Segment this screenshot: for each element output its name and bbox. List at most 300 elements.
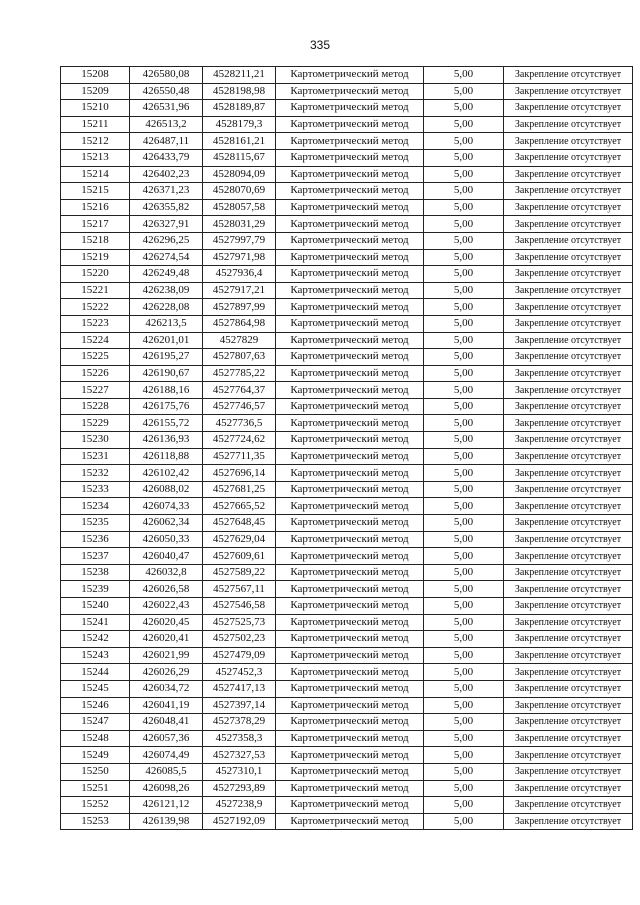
x-coordinate-cell: 426355,82 [130, 199, 203, 216]
point-number-cell: 15221 [61, 282, 130, 299]
point-number-cell: 15249 [61, 747, 130, 764]
accuracy-cell: 5,00 [424, 714, 504, 731]
fixation-cell: Закрепление отсутствует [504, 647, 633, 664]
x-coordinate-cell: 426433,79 [130, 149, 203, 166]
table-row [61, 299, 633, 316]
table-row [61, 67, 633, 84]
method-cell: Картометрический метод [276, 780, 424, 797]
x-coordinate-cell: 426040,47 [130, 548, 203, 565]
y-coordinate-cell: 4527327,53 [203, 747, 276, 764]
accuracy-cell: 5,00 [424, 199, 504, 216]
fixation-cell: Закрепление отсутствует [504, 315, 633, 332]
table-row [61, 398, 633, 415]
x-coordinate-cell: 426296,25 [130, 232, 203, 249]
table-row [61, 631, 633, 648]
point-number-cell: 15224 [61, 332, 130, 349]
accuracy-cell: 5,00 [424, 614, 504, 631]
y-coordinate-cell: 4528057,58 [203, 199, 276, 216]
point-number-cell: 15231 [61, 448, 130, 465]
fixation-cell: Закрепление отсутствует [504, 448, 633, 465]
y-coordinate-cell: 4528211,21 [203, 67, 276, 84]
accuracy-cell: 5,00 [424, 813, 504, 830]
y-coordinate-cell: 4527609,61 [203, 548, 276, 565]
point-number-cell: 15237 [61, 548, 130, 565]
accuracy-cell: 5,00 [424, 315, 504, 332]
x-coordinate-cell: 426213,5 [130, 315, 203, 332]
accuracy-cell: 5,00 [424, 730, 504, 747]
y-coordinate-cell: 4527192,09 [203, 813, 276, 830]
method-cell: Картометрический метод [276, 83, 424, 100]
table-row [61, 730, 633, 747]
method-cell: Картометрический метод [276, 249, 424, 266]
method-cell: Картометрический метод [276, 598, 424, 615]
y-coordinate-cell: 4527546,58 [203, 598, 276, 615]
accuracy-cell: 5,00 [424, 747, 504, 764]
page-number: 335 [309, 38, 331, 52]
fixation-cell: Закрепление отсутствует [504, 813, 633, 830]
x-coordinate-cell: 426026,58 [130, 581, 203, 598]
fixation-cell: Закрепление отсутствует [504, 299, 633, 316]
y-coordinate-cell: 4527997,79 [203, 232, 276, 249]
point-number-cell: 15209 [61, 83, 130, 100]
fixation-cell: Закрепление отсутствует [504, 67, 633, 84]
y-coordinate-cell: 4528198,98 [203, 83, 276, 100]
fixation-cell: Закрепление отсутствует [504, 697, 633, 714]
method-cell: Картометрический метод [276, 166, 424, 183]
x-coordinate-cell: 426327,91 [130, 216, 203, 233]
y-coordinate-cell: 4527397,14 [203, 697, 276, 714]
fixation-cell: Закрепление отсутствует [504, 183, 633, 200]
accuracy-cell: 5,00 [424, 349, 504, 366]
accuracy-cell: 5,00 [424, 631, 504, 648]
method-cell: Картометрический метод [276, 315, 424, 332]
accuracy-cell: 5,00 [424, 697, 504, 714]
method-cell: Картометрический метод [276, 481, 424, 498]
fixation-cell: Закрепление отсутствует [504, 465, 633, 482]
method-cell: Картометрический метод [276, 813, 424, 830]
table-row [61, 465, 633, 482]
y-coordinate-cell: 4527417,13 [203, 680, 276, 697]
point-number-cell: 15234 [61, 498, 130, 515]
table-row [61, 282, 633, 299]
y-coordinate-cell: 4527629,04 [203, 531, 276, 548]
fixation-cell: Закрепление отсутствует [504, 398, 633, 415]
x-coordinate-cell: 426580,08 [130, 67, 203, 84]
x-coordinate-cell: 426062,34 [130, 515, 203, 532]
fixation-cell: Закрепление отсутствует [504, 266, 633, 283]
point-number-cell: 15233 [61, 481, 130, 498]
point-number-cell: 15235 [61, 515, 130, 532]
method-cell: Картометрический метод [276, 797, 424, 814]
accuracy-cell: 5,00 [424, 680, 504, 697]
point-number-cell: 15220 [61, 266, 130, 283]
method-cell: Картометрический метод [276, 581, 424, 598]
accuracy-cell: 5,00 [424, 116, 504, 133]
accuracy-cell: 5,00 [424, 232, 504, 249]
y-coordinate-cell: 4527724,62 [203, 432, 276, 449]
table-row [61, 481, 633, 498]
accuracy-cell: 5,00 [424, 531, 504, 548]
y-coordinate-cell: 4527936,4 [203, 266, 276, 283]
x-coordinate-cell: 426020,45 [130, 614, 203, 631]
table-row [61, 116, 633, 133]
point-number-cell: 15213 [61, 149, 130, 166]
method-cell: Картометрический метод [276, 763, 424, 780]
accuracy-cell: 5,00 [424, 83, 504, 100]
table-row [61, 564, 633, 581]
method-cell: Картометрический метод [276, 498, 424, 515]
x-coordinate-cell: 426026,29 [130, 664, 203, 681]
x-coordinate-cell: 426074,33 [130, 498, 203, 515]
table-row [61, 216, 633, 233]
fixation-cell: Закрепление отсутствует [504, 116, 633, 133]
y-coordinate-cell: 4527567,11 [203, 581, 276, 598]
x-coordinate-cell: 426085,5 [130, 763, 203, 780]
y-coordinate-cell: 4527238,9 [203, 797, 276, 814]
method-cell: Картометрический метод [276, 332, 424, 349]
x-coordinate-cell: 426487,11 [130, 133, 203, 150]
fixation-cell: Закрепление отсутствует [504, 415, 633, 432]
point-number-cell: 15251 [61, 780, 130, 797]
y-coordinate-cell: 4527807,63 [203, 349, 276, 366]
fixation-cell: Закрепление отсутствует [504, 332, 633, 349]
point-number-cell: 15239 [61, 581, 130, 598]
fixation-cell: Закрепление отсутствует [504, 531, 633, 548]
method-cell: Картометрический метод [276, 232, 424, 249]
table-row [61, 415, 633, 432]
y-coordinate-cell: 4527696,14 [203, 465, 276, 482]
accuracy-cell: 5,00 [424, 133, 504, 150]
fixation-cell: Закрепление отсутствует [504, 714, 633, 731]
accuracy-cell: 5,00 [424, 149, 504, 166]
fixation-cell: Закрепление отсутствует [504, 564, 633, 581]
x-coordinate-cell: 426550,48 [130, 83, 203, 100]
x-coordinate-cell: 426041,19 [130, 697, 203, 714]
accuracy-cell: 5,00 [424, 664, 504, 681]
accuracy-cell: 5,00 [424, 282, 504, 299]
table-row [61, 100, 633, 117]
point-number-cell: 15240 [61, 598, 130, 615]
x-coordinate-cell: 426034,72 [130, 680, 203, 697]
coordinates-table [60, 66, 633, 830]
method-cell: Картометрический метод [276, 548, 424, 565]
method-cell: Картометрический метод [276, 133, 424, 150]
method-cell: Картометрический метод [276, 564, 424, 581]
table-row [61, 166, 633, 183]
table-row [61, 515, 633, 532]
y-coordinate-cell: 4527378,29 [203, 714, 276, 731]
x-coordinate-cell: 426274,54 [130, 249, 203, 266]
table-row [61, 813, 633, 830]
method-cell: Картометрический метод [276, 415, 424, 432]
table-row [61, 315, 633, 332]
point-number-cell: 15250 [61, 763, 130, 780]
point-number-cell: 15210 [61, 100, 130, 117]
fixation-cell: Закрепление отсутствует [504, 498, 633, 515]
table-row [61, 763, 633, 780]
fixation-cell: Закрепление отсутствует [504, 249, 633, 266]
table-row [61, 797, 633, 814]
fixation-cell: Закрепление отсутствует [504, 481, 633, 498]
accuracy-cell: 5,00 [424, 415, 504, 432]
table-row [61, 232, 633, 249]
accuracy-cell: 5,00 [424, 332, 504, 349]
method-cell: Картометрический метод [276, 116, 424, 133]
x-coordinate-cell: 426121,12 [130, 797, 203, 814]
method-cell: Картометрический метод [276, 432, 424, 449]
y-coordinate-cell: 4527764,37 [203, 382, 276, 399]
accuracy-cell: 5,00 [424, 183, 504, 200]
method-cell: Картометрический метод [276, 183, 424, 200]
point-number-cell: 15247 [61, 714, 130, 731]
y-coordinate-cell: 4527665,52 [203, 498, 276, 515]
x-coordinate-cell: 426175,76 [130, 398, 203, 415]
table-row [61, 581, 633, 598]
accuracy-cell: 5,00 [424, 365, 504, 382]
method-cell: Картометрический метод [276, 680, 424, 697]
method-cell: Картометрический метод [276, 664, 424, 681]
table-row [61, 382, 633, 399]
method-cell: Картометрический метод [276, 149, 424, 166]
accuracy-cell: 5,00 [424, 266, 504, 283]
fixation-cell: Закрепление отсутствует [504, 763, 633, 780]
fixation-cell: Закрепление отсутствует [504, 581, 633, 598]
point-number-cell: 15248 [61, 730, 130, 747]
table-row [61, 747, 633, 764]
method-cell: Картометрический метод [276, 515, 424, 532]
x-coordinate-cell: 426228,08 [130, 299, 203, 316]
table-row [61, 133, 633, 150]
table-row [61, 697, 633, 714]
fixation-cell: Закрепление отсутствует [504, 680, 633, 697]
point-number-cell: 15212 [61, 133, 130, 150]
method-cell: Картометрический метод [276, 266, 424, 283]
point-number-cell: 15214 [61, 166, 130, 183]
fixation-cell: Закрепление отсутствует [504, 664, 633, 681]
x-coordinate-cell: 426190,67 [130, 365, 203, 382]
point-number-cell: 15232 [61, 465, 130, 482]
table-row [61, 349, 633, 366]
table-row [61, 332, 633, 349]
y-coordinate-cell: 4527829 [203, 332, 276, 349]
point-number-cell: 15243 [61, 647, 130, 664]
point-number-cell: 15218 [61, 232, 130, 249]
point-number-cell: 15225 [61, 349, 130, 366]
x-coordinate-cell: 426249,48 [130, 266, 203, 283]
fixation-cell: Закрепление отсутствует [504, 548, 633, 565]
x-coordinate-cell: 426102,42 [130, 465, 203, 482]
x-coordinate-cell: 426201,01 [130, 332, 203, 349]
table-row [61, 680, 633, 697]
method-cell: Картометрический метод [276, 465, 424, 482]
y-coordinate-cell: 4528189,87 [203, 100, 276, 117]
y-coordinate-cell: 4527479,09 [203, 647, 276, 664]
y-coordinate-cell: 4527897,99 [203, 299, 276, 316]
y-coordinate-cell: 4527648,45 [203, 515, 276, 532]
x-coordinate-cell: 426195,27 [130, 349, 203, 366]
y-coordinate-cell: 4527310,1 [203, 763, 276, 780]
point-number-cell: 15228 [61, 398, 130, 415]
y-coordinate-cell: 4528031,29 [203, 216, 276, 233]
y-coordinate-cell: 4527293,89 [203, 780, 276, 797]
point-number-cell: 15238 [61, 564, 130, 581]
point-number-cell: 15236 [61, 531, 130, 548]
accuracy-cell: 5,00 [424, 581, 504, 598]
y-coordinate-cell: 4528094,09 [203, 166, 276, 183]
accuracy-cell: 5,00 [424, 780, 504, 797]
point-number-cell: 15241 [61, 614, 130, 631]
point-number-cell: 15208 [61, 67, 130, 84]
y-coordinate-cell: 4527502,23 [203, 631, 276, 648]
y-coordinate-cell: 4527746,57 [203, 398, 276, 415]
table-row [61, 548, 633, 565]
accuracy-cell: 5,00 [424, 382, 504, 399]
table-row [61, 664, 633, 681]
point-number-cell: 15227 [61, 382, 130, 399]
fixation-cell: Закрепление отсутствует [504, 100, 633, 117]
x-coordinate-cell: 426057,36 [130, 730, 203, 747]
fixation-cell: Закрепление отсутствует [504, 199, 633, 216]
accuracy-cell: 5,00 [424, 564, 504, 581]
x-coordinate-cell: 426118,88 [130, 448, 203, 465]
x-coordinate-cell: 426139,98 [130, 813, 203, 830]
fixation-cell: Закрепление отсутствует [504, 747, 633, 764]
point-number-cell: 15226 [61, 365, 130, 382]
point-number-cell: 15222 [61, 299, 130, 316]
accuracy-cell: 5,00 [424, 299, 504, 316]
fixation-cell: Закрепление отсутствует [504, 216, 633, 233]
table-row [61, 498, 633, 515]
y-coordinate-cell: 4527358,3 [203, 730, 276, 747]
method-cell: Картометрический метод [276, 67, 424, 84]
table-row [61, 83, 633, 100]
table-row [61, 365, 633, 382]
x-coordinate-cell: 426048,41 [130, 714, 203, 731]
table-row [61, 432, 633, 449]
y-coordinate-cell: 4528161,21 [203, 133, 276, 150]
method-cell: Картометрический метод [276, 216, 424, 233]
method-cell: Картометрический метод [276, 697, 424, 714]
method-cell: Картометрический метод [276, 448, 424, 465]
method-cell: Картометрический метод [276, 614, 424, 631]
y-coordinate-cell: 4527452,3 [203, 664, 276, 681]
x-coordinate-cell: 426098,26 [130, 780, 203, 797]
x-coordinate-cell: 426188,16 [130, 382, 203, 399]
accuracy-cell: 5,00 [424, 216, 504, 233]
accuracy-cell: 5,00 [424, 481, 504, 498]
accuracy-cell: 5,00 [424, 100, 504, 117]
fixation-cell: Закрепление отсутствует [504, 797, 633, 814]
point-number-cell: 15217 [61, 216, 130, 233]
accuracy-cell: 5,00 [424, 166, 504, 183]
y-coordinate-cell: 4528115,67 [203, 149, 276, 166]
table-row [61, 249, 633, 266]
y-coordinate-cell: 4527864,98 [203, 315, 276, 332]
accuracy-cell: 5,00 [424, 432, 504, 449]
method-cell: Картометрический метод [276, 382, 424, 399]
fixation-cell: Закрепление отсутствует [504, 133, 633, 150]
point-number-cell: 15230 [61, 432, 130, 449]
y-coordinate-cell: 4527681,25 [203, 481, 276, 498]
x-coordinate-cell: 426074,49 [130, 747, 203, 764]
method-cell: Картометрический метод [276, 199, 424, 216]
point-number-cell: 15229 [61, 415, 130, 432]
x-coordinate-cell: 426371,23 [130, 183, 203, 200]
point-number-cell: 15244 [61, 664, 130, 681]
coordinates-table-body [61, 67, 633, 830]
y-coordinate-cell: 4527917,21 [203, 282, 276, 299]
point-number-cell: 15246 [61, 697, 130, 714]
fixation-cell: Закрепление отсутствует [504, 631, 633, 648]
fixation-cell: Закрепление отсутствует [504, 349, 633, 366]
point-number-cell: 15252 [61, 797, 130, 814]
x-coordinate-cell: 426022,43 [130, 598, 203, 615]
table-row [61, 598, 633, 615]
fixation-cell: Закрепление отсутствует [504, 166, 633, 183]
accuracy-cell: 5,00 [424, 598, 504, 615]
point-number-cell: 15215 [61, 183, 130, 200]
table-row [61, 531, 633, 548]
method-cell: Картометрический метод [276, 349, 424, 366]
point-number-cell: 15219 [61, 249, 130, 266]
accuracy-cell: 5,00 [424, 515, 504, 532]
y-coordinate-cell: 4527711,35 [203, 448, 276, 465]
accuracy-cell: 5,00 [424, 647, 504, 664]
method-cell: Картометрический метод [276, 299, 424, 316]
x-coordinate-cell: 426021,99 [130, 647, 203, 664]
accuracy-cell: 5,00 [424, 797, 504, 814]
accuracy-cell: 5,00 [424, 448, 504, 465]
x-coordinate-cell: 426020,41 [130, 631, 203, 648]
table-row [61, 199, 633, 216]
point-number-cell: 15216 [61, 199, 130, 216]
x-coordinate-cell: 426238,09 [130, 282, 203, 299]
x-coordinate-cell: 426050,33 [130, 531, 203, 548]
table-row [61, 614, 633, 631]
method-cell: Картометрический метод [276, 647, 424, 664]
fixation-cell: Закрепление отсутствует [504, 232, 633, 249]
fixation-cell: Закрепление отсутствует [504, 382, 633, 399]
fixation-cell: Закрепление отсутствует [504, 282, 633, 299]
fixation-cell: Закрепление отсутствует [504, 149, 633, 166]
method-cell: Картометрический метод [276, 282, 424, 299]
accuracy-cell: 5,00 [424, 398, 504, 415]
y-coordinate-cell: 4527785,22 [203, 365, 276, 382]
table-row [61, 149, 633, 166]
method-cell: Картометрический метод [276, 631, 424, 648]
method-cell: Картометрический метод [276, 730, 424, 747]
fixation-cell: Закрепление отсутствует [504, 614, 633, 631]
point-number-cell: 15223 [61, 315, 130, 332]
fixation-cell: Закрепление отсутствует [504, 598, 633, 615]
y-coordinate-cell: 4527525,73 [203, 614, 276, 631]
fixation-cell: Закрепление отсутствует [504, 432, 633, 449]
point-number-cell: 15242 [61, 631, 130, 648]
accuracy-cell: 5,00 [424, 498, 504, 515]
fixation-cell: Закрепление отсутствует [504, 365, 633, 382]
method-cell: Картометрический метод [276, 398, 424, 415]
y-coordinate-cell: 4528179,3 [203, 116, 276, 133]
point-number-cell: 15245 [61, 680, 130, 697]
accuracy-cell: 5,00 [424, 249, 504, 266]
method-cell: Картометрический метод [276, 714, 424, 731]
method-cell: Картометрический метод [276, 747, 424, 764]
fixation-cell: Закрепление отсутствует [504, 730, 633, 747]
fixation-cell: Закрепление отсутствует [504, 515, 633, 532]
accuracy-cell: 5,00 [424, 548, 504, 565]
table-row [61, 714, 633, 731]
table-row [61, 183, 633, 200]
